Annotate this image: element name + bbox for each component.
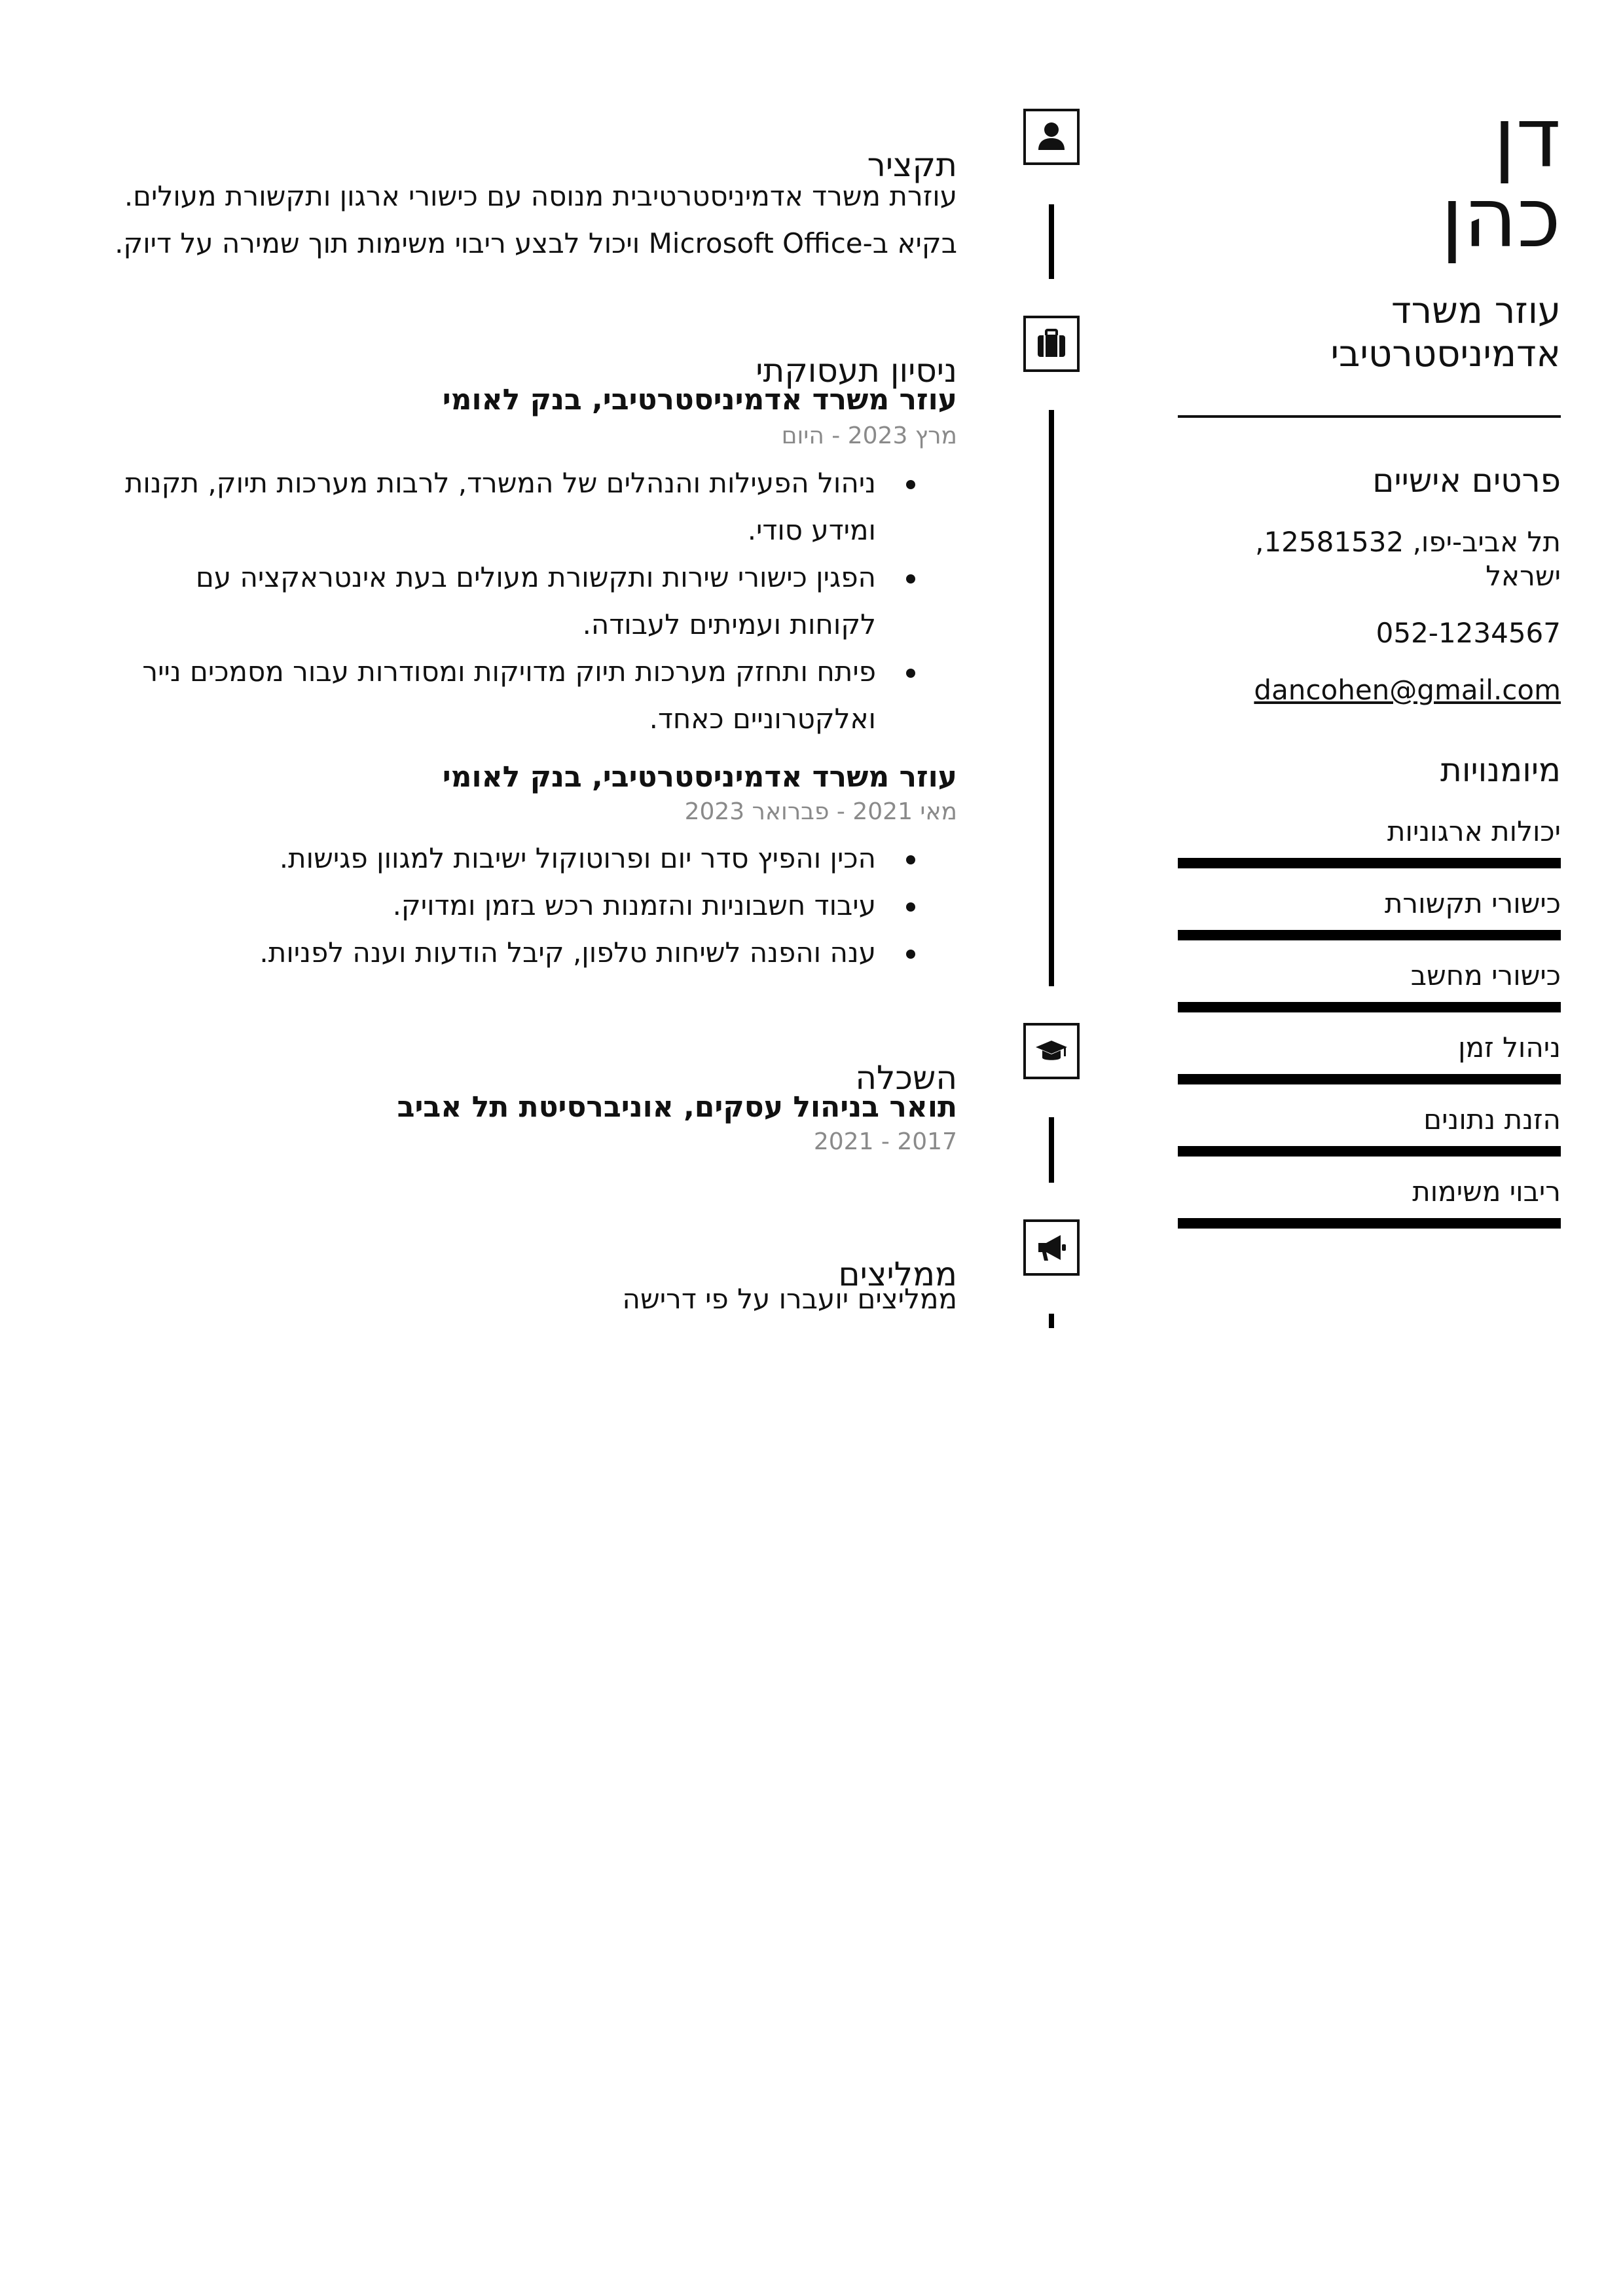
skill-label: כישורי תקשורת [1384, 887, 1561, 919]
sidebar-divider [1178, 415, 1561, 418]
candidate-name [1178, 90, 1561, 266]
name-line-last: כהן [1440, 170, 1561, 266]
skills-list [1178, 815, 1561, 1229]
summary-line: עוזרת משרד אדמיניסטרטיבית מנוסה עם כישורי ארגון ותקשורת מעולים. [124, 180, 957, 212]
skill-label: ריבוי משימות [1412, 1176, 1561, 1208]
summary-heading: תקציר [867, 145, 957, 184]
skill-item [1178, 1103, 1561, 1157]
graduation-cap-icon [1023, 1023, 1080, 1079]
skill-label: יכולות ארגוניות [1387, 815, 1561, 847]
skill-item [1178, 1175, 1561, 1229]
job-title-line1: עוזר משרד [1391, 289, 1561, 332]
duty-item: עיבוד חשבוניות והזמנות רכש בזמן ומדויק. [113, 882, 876, 929]
references-heading: ממליצים [838, 1255, 957, 1293]
graduation-cap-icon-graphic [1034, 1034, 1068, 1068]
phone-number: 052-1234567 [1376, 617, 1561, 649]
email-row [1178, 673, 1561, 707]
job-title-line2: אדמיניסטרטיבי [1330, 333, 1561, 375]
timeline-segment [1049, 1117, 1054, 1183]
personal-details-heading: פרטים אישיים [1372, 462, 1561, 500]
job-dates: מאי 2021 - פברואר 2023 [684, 798, 957, 825]
education-heading: השכלה [855, 1058, 957, 1097]
megaphone-icon [1023, 1219, 1080, 1276]
timeline-segment [1049, 1314, 1054, 1328]
address: תל אביב-יפו, 12581532, ישראל [1255, 526, 1561, 592]
duty-item: הפגין כישורי שירות ותקשורת מעולים בעת אינטראקציה עם לקוחות ועמיתים לעבודה. [113, 554, 876, 648]
timeline-segment [1049, 410, 1054, 986]
briefcase-icon-graphic [1034, 327, 1068, 361]
person-icon-graphic [1034, 120, 1068, 154]
job-duties [113, 835, 957, 976]
skill-item [1178, 887, 1561, 940]
job-title: עוזר משרד אדמיניסטרטיבי, בנק לאומי [442, 383, 957, 417]
experience-heading: ניסיון תעסוקתי [756, 351, 957, 390]
duty-item: הכין והפיץ סדר יום ופרוטוקול ישיבות למגוון פגישות. [113, 835, 876, 882]
duty-item: ענה והפנה לשיחות טלפון, קיבל הודעות וענה לפניות. [113, 929, 876, 976]
phone [1178, 616, 1561, 650]
summary-text [113, 173, 957, 267]
degree: תואר בניהול עסקים, אוניברסיטת תל אביב [397, 1090, 957, 1124]
section-timeline [1018, 0, 1090, 2296]
skill-label: כישורי מחשב [1410, 959, 1561, 991]
skill-level-bar [1178, 1146, 1561, 1157]
email-link[interactable]: dancohen@gmail.com [1254, 674, 1561, 706]
references-text: ממליצים יועברו על פי דרישה [622, 1283, 957, 1315]
sidebar [1178, 90, 1561, 1229]
skill-item [1178, 959, 1561, 1012]
skill-level-bar [1178, 930, 1561, 940]
briefcase-icon [1023, 316, 1080, 372]
skill-item [1178, 815, 1561, 868]
skill-level-bar [1178, 1218, 1561, 1229]
timeline-segment [1049, 204, 1054, 279]
skill-level-bar [1178, 1002, 1561, 1012]
job-dates: מרץ 2023 - היום [781, 422, 957, 449]
job-duties [113, 460, 957, 743]
summary-line: בקיא ב-Microsoft Office ויכול לבצע ריבוי משימות תוך שמירה על דיוק. [115, 227, 957, 259]
skill-level-bar [1178, 858, 1561, 868]
skill-label: הזנת נתונים [1423, 1103, 1561, 1136]
duty-item: פיתח ותחזק מערכות תיוק מדויקות ומסודרות עבור מסמכים נייר ואלקטרוניים כאחד. [113, 648, 876, 743]
skills-heading: מיומנויות [1440, 751, 1561, 789]
job-title [1178, 289, 1561, 376]
person-icon [1023, 109, 1080, 165]
job-title: עוזר משרד אדמיניסטרטיבי, בנק לאומי [442, 760, 957, 794]
skill-item [1178, 1031, 1561, 1084]
skill-label: ניהול זמן [1458, 1031, 1561, 1064]
education-dates: 2017 - 2021 [813, 1128, 957, 1155]
skill-level-bar [1178, 1074, 1561, 1084]
duty-item: ניהול הפעילות והנהלים של המשרד, לרבות מערכות תיוק, תקנות ומידע סודי. [113, 460, 876, 554]
megaphone-icon-graphic [1034, 1231, 1068, 1265]
name-line-first: דן [1493, 90, 1561, 186]
